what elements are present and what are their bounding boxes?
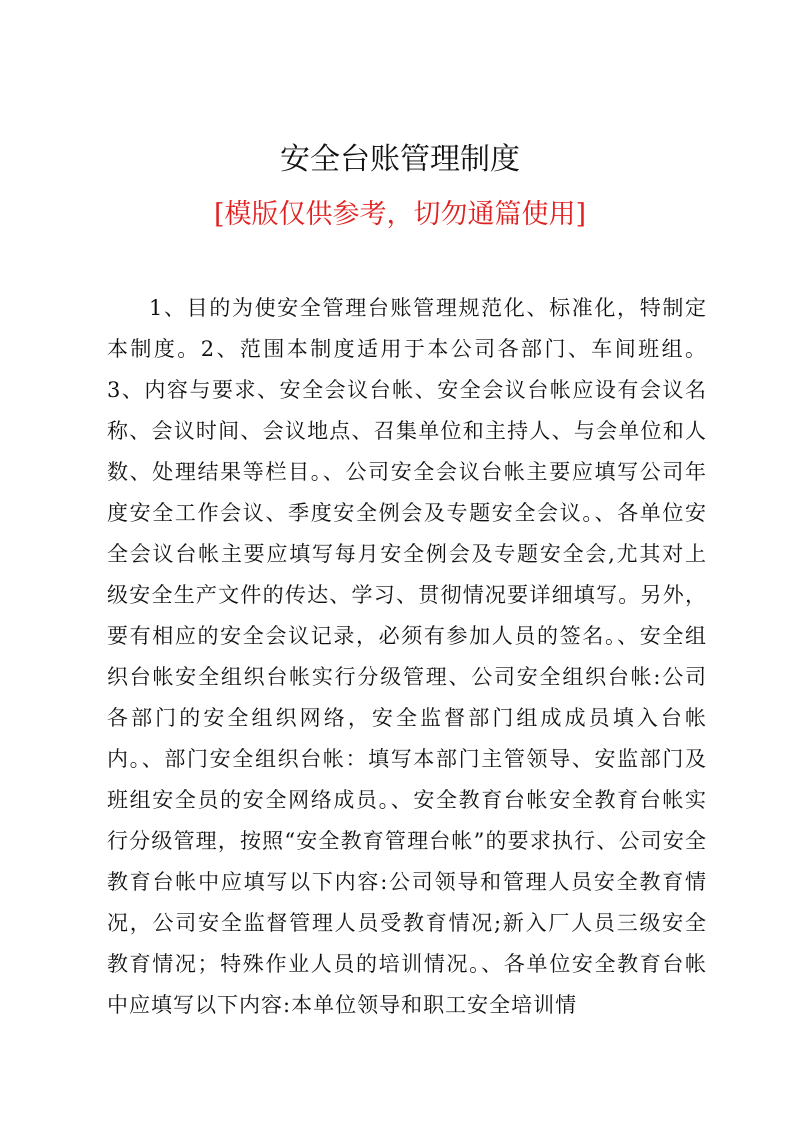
template-disclaimer: [模版仅供参考，切勿通篇使用] (213, 199, 587, 230)
document-body-paragraph: 1、目的为使安全管理台账管理规范化、标准化，特制定本制度。2、范围本制度适用于本公司各部门、车间班组。3、内容与要求、安全会议台帐、安全会议台帐应设有会议名称、会议时间、会议地点、召集单位和主持人、与会单位和人数、处理结果等栏目。、公司安全会议台帐主要应填写公司年度安全工作会议、季度安全例会及专题安全会议。、各单位安全会议台帐主要应填写每月安全例会及专题安全会,尤其对上级安全生产文件的传达、学习、贯彻情况要详细填写。另外，要有相应的安全会议记录，必须有参加人员的签名。、安全组织台帐安全组织台帐实行分级管理、公司安全组织台帐:公司各部门的安全组织网络，安全监督部门组成成员填入台帐内。、部门安全组织台帐：填写本部门主管领导、安监部门及班组安全员的安全网络成员。、安全教育台帐安全教育台帐实行分级管理，按照“安全教育管理台帐”的要求执行、公司安全教育台帐中应填写以下内容:公司领导和管理人员安全教育情况，公司安全监督管理人员受教育情况;新入厂人员三级安全教育情况；特殊作业人员的培训情况。、各单位安全教育台帐中应填写以下内容:本单位领导和职工安全培训情 (107, 296, 707, 1017)
document-title: 安全台账管理制度 (280, 142, 520, 177)
